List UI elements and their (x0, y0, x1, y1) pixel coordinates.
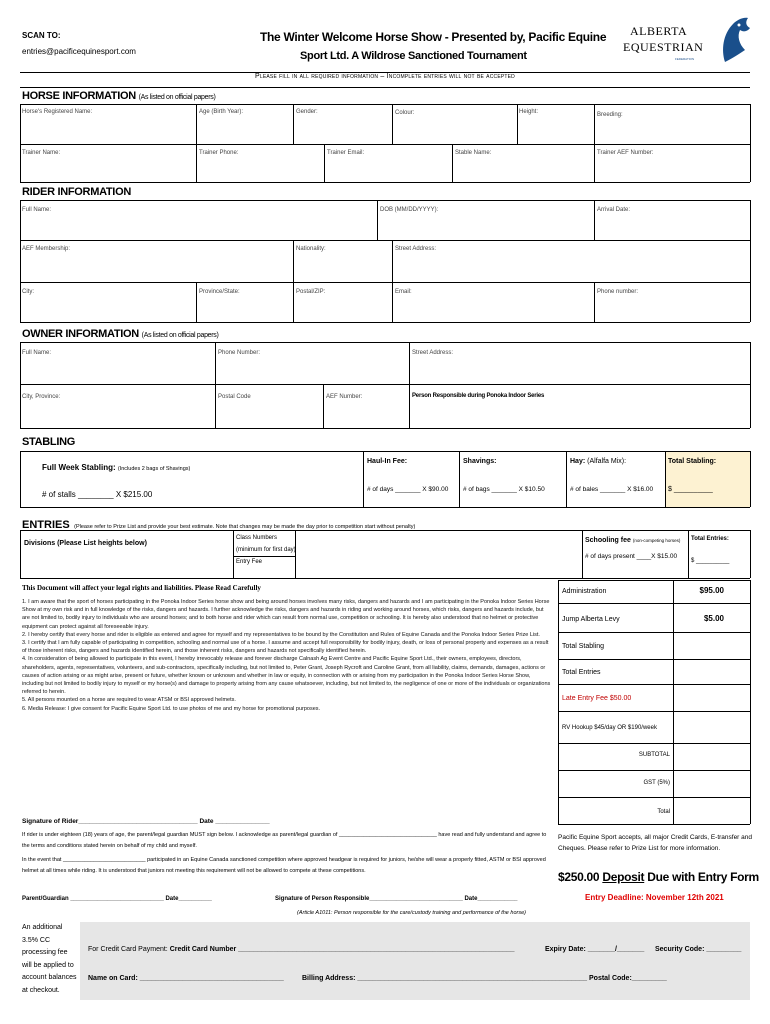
logo-line3: FEDERATION (675, 57, 695, 61)
rider-email-field[interactable]: Email: (395, 289, 412, 295)
stable-name-field[interactable]: Stable Name: (455, 150, 492, 156)
horse-breeding-field[interactable]: Breeding: (597, 112, 623, 118)
total-entries-field[interactable]: $ __________ (691, 558, 730, 564)
administration-value: $95.00 (699, 586, 724, 595)
class-numbers-label: Class Numbers (236, 535, 278, 541)
hay-bales-field[interactable]: # of bales _______ X $16.00 (570, 486, 654, 493)
rider-section-title: RIDER INFORMATION (22, 186, 131, 198)
owner-phone-field[interactable]: Phone Number: (218, 350, 261, 356)
security-code-field[interactable]: Security Code: _________ (655, 946, 742, 953)
owner-section-title: OWNER INFORMATION (As listed on official papers) (22, 328, 219, 340)
scan-to-email: entries@pacificequinesport.com (22, 47, 136, 56)
jump-alberta-levy-value: $5.00 (703, 614, 724, 623)
waiver-clause-2: 2. I hereby certify that every horse and rider is eligible as entered and agree for myself and my representatives to be bound by the Constitution and Rules of Equine Canada and the Ponoka Indoor Series Prize List. (22, 631, 540, 638)
horse-section-title: HORSE INFORMATION (As listed on official papers) (22, 90, 216, 102)
horse-height-field[interactable]: Height: (519, 109, 539, 115)
article-note: (Article A1011: Person responsible for the care/custody training and performance of the horse) (297, 910, 526, 916)
scan-to-label: SCAN TO: (22, 31, 61, 40)
administration-label: Administration (562, 588, 607, 595)
rider-phone-field[interactable]: Phone number: (597, 289, 639, 295)
form-title-line2: Sport Ltd. A Wildrose Sanctioned Tournament (300, 50, 527, 62)
waiver-text (22, 598, 552, 713)
cc-fee-note: An additional 3.5% CC processing fee will be applied to account balances at checkout. (22, 924, 77, 994)
divisions-label: Divisions (Please List heights below) (24, 540, 147, 547)
logo-line2: EQUESTRIAN (623, 40, 704, 54)
credit-card-box (80, 922, 750, 1000)
arrival-date-field[interactable]: Arrival Date: (597, 207, 631, 213)
minimum-note: (minimum for first day) (236, 547, 296, 553)
instructions-banner: Please fill in all required information – Incomplete entries will not be accepted (255, 73, 515, 80)
entries-header: ENTRIES (Please refer to Prize List and provide your best estimate. Note that changes may be made the day prior to competition start without penalty) (22, 519, 416, 531)
horse-gender-field[interactable]: Gender: (296, 109, 318, 115)
total-stabling-field[interactable]: $ __________ (668, 486, 713, 493)
owner-city-field[interactable]: City, Province: (22, 394, 61, 400)
waiver-clause-6: 6. Media Release: I give consent for Pacific Equine Sport Ltd. to use photos of me and my horse for promotional purposes. (22, 705, 321, 712)
rider-postal-field[interactable]: Postal/ZIP: (296, 289, 326, 295)
stabling-section-title: STABLING (22, 436, 76, 448)
waiver-heading: This Document will affect your legal rights and liabilities. Please Read Carefully (22, 584, 261, 592)
credit-card-number-row[interactable]: For Credit Card Payment: Credit Card Number _______________________________________________________________________ (88, 946, 515, 953)
rider-street-field[interactable]: Street Address: (395, 246, 437, 252)
total-entries-row-label: Total Entries (562, 669, 601, 676)
shavings-label: Shavings: (463, 458, 497, 465)
gst-label: GST (5%) (643, 780, 670, 786)
guardian-acknowledgement: If rider is under eighteen (18) years of age, the parent/legal guardian MUST sign below. I acknowledge as parent/legal guardian of ________________________________ have read and fully understand and agree to the terms and conditions stated herein on behalf of my child and myself. (22, 832, 547, 849)
total-stabling-label: Total Stabling: (668, 458, 717, 465)
rider-dob-field[interactable]: DOB (MM/DD/YYYY): (380, 207, 439, 213)
waiver-clause-3: 3. I certify that I am fully capable of participating in competition, schooling and normal use of a horse. I assume and accept full responsibility for bodily injury, death, or loss of personal property and expenses as a result of those inherent risks, dangers and hazards identified herein, and those inherent risks, dangers and hazards not specifically identified herein. (22, 640, 549, 655)
rider-province-field[interactable]: Province/State: (199, 289, 240, 295)
late-entry-fee-label: Late Entry Fee $50.00 (562, 695, 632, 702)
jump-alberta-levy-label: Jump Alberta Levy (562, 616, 620, 623)
owner-postal-field[interactable]: Postal Code (218, 394, 251, 400)
waiver-clause-5: 5. All persons mounted on a horse are required to wear ATSM or BSI approved helmets. (22, 697, 236, 704)
guardian-signature-line[interactable]: Parent/Guardian ____________________________ Date__________ (22, 896, 212, 902)
waiver-clause-4: 4. In consideration of being allowed to participate in this event, I hereby irrevocably release and forever discharge Calnash Ag Event Centre and Pacific Equine Sport Ltd., their owners, employees, directors, shareholders, agents, representatives, volunteers, and sub-contractors, specifically including, but not limited to, Peter Grant, Joseph Rycroft and Caroline Grant, from all liability, claims, demands, damages, actions or causes of action arising or as might arise, present or future, whether known or unknown and whether in law or equity, in connection with or arising from my participation in the Ponoka Indoor Series Horse Show, including but not limited to bodily injury to myself or my horse(s) and damage to property arising from any cause whatsoever, including, but not limited to, the negligence of one or more of the individuals or organizations referred to herein. (22, 656, 551, 696)
trainer-name-field[interactable]: Trainer Name: (22, 150, 61, 156)
rider-city-field[interactable]: City: (22, 289, 34, 295)
entry-deadline: Entry Deadline: November 12th 2021 (585, 893, 724, 902)
owner-street-field[interactable]: Street Address: (412, 350, 454, 356)
total-label: Total (657, 809, 670, 815)
aef-membership-field[interactable]: AEF Membership: (22, 246, 71, 252)
expiry-date-field[interactable]: Expiry Date: _______/_______ (545, 946, 645, 953)
nationality-field[interactable]: Nationality: (296, 246, 326, 252)
schooling-fee-label: Schooling fee (non-competing horses) (585, 537, 681, 544)
responsible-signature-line[interactable]: Signature of Person Responsible____________________________ Date____________ (275, 896, 518, 902)
horse-name-field[interactable]: Horse's Registered Name: (22, 109, 93, 115)
payment-methods-note: Pacific Equine Sport accepts, all major Credit Cards, E-transfer and Cheques. Please refer to Prize List for more information. (558, 834, 753, 852)
subtotal-label: SUBTOTAL (638, 752, 670, 758)
total-stabling-row-label: Total Stabling (562, 643, 605, 650)
horse-colour-field[interactable]: Colour: (395, 110, 415, 116)
person-responsible-field[interactable]: Person Responsible during Ponoka Indoor Series (412, 393, 545, 399)
trainer-email-field[interactable]: Trainer Email: (327, 150, 365, 156)
trainer-aef-field[interactable]: Trainer AEF Number: (597, 150, 654, 156)
haul-in-days-field[interactable]: # of days _______ X $90.00 (367, 486, 449, 493)
horse-age-field[interactable]: Age (Birth Year): (199, 109, 244, 115)
full-week-stabling-label: Full Week Stabling: (Includes 2 bags of Shavings) (42, 463, 191, 472)
billing-address-field[interactable]: Billing Address: ___________________________________________________________ Postal Code:_________ (302, 975, 667, 982)
rv-hookup-label: RV Hookup $45/day OR $190/week (562, 725, 657, 731)
deposit-notice: $250.00 Deposit Due with Entry Form (558, 870, 759, 884)
hay-label: Hay: (Alfalfa Mix): (570, 458, 627, 465)
stalls-quantity-field[interactable]: # of stalls ________ X $215.00 (42, 490, 153, 499)
helmet-requirement: In the event that ___________________________ participated in an Equine Canada sanctioned competition where approved headgear is required for juniors, he/she will wear a properly fitted, ASTM or BSI approved helmet at all times while riding. It is understood that juniors not meeting this requirement will not be allowed to compete at these competitions. (22, 857, 546, 874)
shavings-bags-field[interactable]: # of bags _______ X $10.50 (463, 486, 545, 493)
logo-line1: ALBERTA (630, 24, 688, 38)
name-on-card-field[interactable]: Name on Card: _____________________________________ (88, 975, 284, 982)
entry-fee-label: Entry Fee (236, 559, 263, 565)
total-entries-label: Total Entries: (691, 536, 729, 542)
owner-full-name-field[interactable]: Full Name: (22, 350, 52, 356)
form-title-line1: The Winter Welcome Horse Show - Presented by, Pacific Equine (260, 30, 607, 44)
trainer-phone-field[interactable]: Trainer Phone: (199, 150, 239, 156)
rider-full-name-field[interactable]: Full Name: (22, 207, 52, 213)
schooling-days-field[interactable]: # of days present ____X $15.00 (585, 553, 678, 560)
rider-signature-line[interactable]: Signature of Rider_________________________________ Date _______________ (22, 818, 270, 825)
horse-head-icon (715, 14, 753, 64)
owner-aef-field[interactable]: AEF Number: (326, 394, 363, 400)
waiver-clause-1: 1. I am aware that the sport of horses participating in the Ponoka Indoor Series horse show and being around horses involves many risks, dangers and hazards and I am participating in the Ponoka Indoor Series Horse Show at my own risk and in full knowledge of the risks, dangers and hazards. I further acknowledge the risks, dangers and hazards in riding and working around horses, which risks, dangers and hazards include, but are not limited to, bodily injury to individuals who are around horses; and to both horse and rider which can result from normal use, competition or schooling. It is hereby also understood that no helmet or protective equipment can protect against all foreseeable injury. (22, 599, 550, 630)
haul-in-fee-label: Haul-In Fee: (367, 458, 408, 465)
